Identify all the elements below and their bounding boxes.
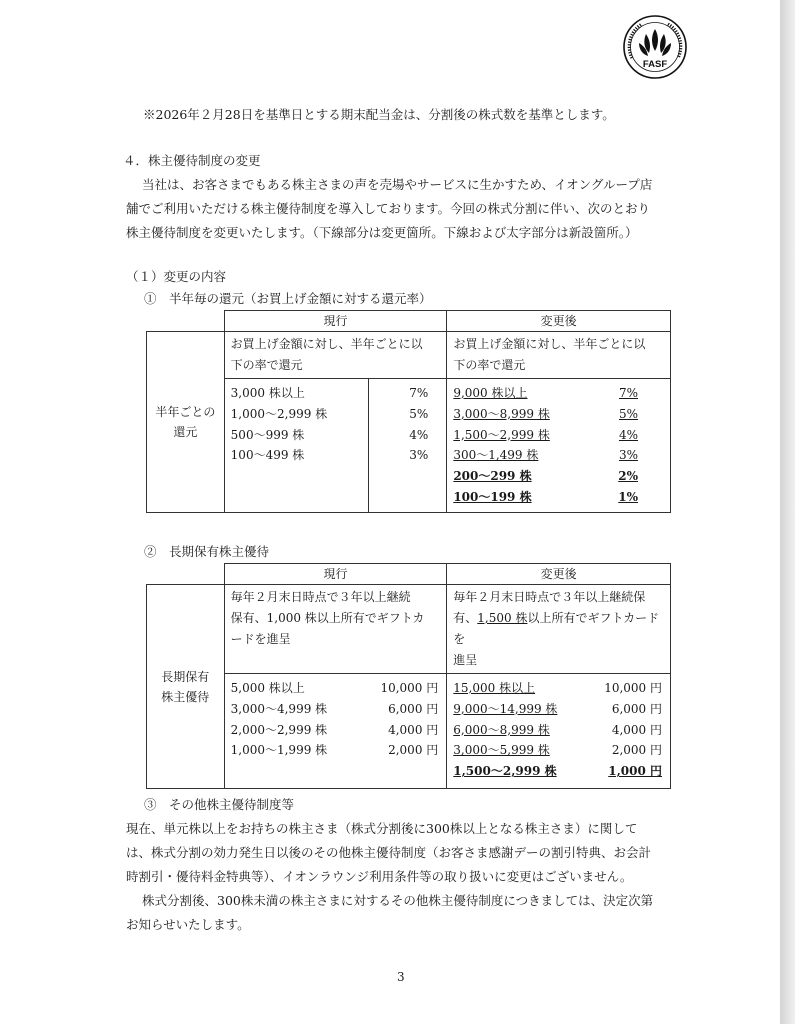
list-item: 300～1,499 株 3%: [453, 448, 638, 463]
list-item: 100～499 株: [230, 448, 305, 463]
current-description-line-1: 毎年２月末日時点で３年以上継続: [230, 590, 411, 604]
after-description-line-3: 進呈: [453, 653, 478, 667]
page-number: 3: [397, 970, 405, 984]
list-item: 3,000～4,999 株 6,000 円: [230, 701, 439, 716]
section-4-paragraph-line-1: 当社は、お客さまでもある株主さまの声を売場やサービスに生かすため、イオングループ店: [142, 177, 653, 192]
item-3-paragraph-1-line-3: 時割引・優待料金特典等）、イオンラウンジ利用条件等の取り扱いに変更はございません。: [126, 869, 633, 884]
list-item: 200～299 株 2%: [453, 469, 638, 484]
list-item: 3%: [409, 448, 429, 463]
list-item: 1,000～2,999 株: [230, 406, 328, 421]
current-description-line-2: 下の率で還元: [230, 358, 303, 372]
list-item: 15,000 株以上 10,000 円: [453, 681, 662, 695]
after-description-line-2: 下の率で還元: [453, 358, 526, 372]
list-item: 4%: [409, 427, 429, 442]
header-current: 現行: [224, 311, 447, 332]
dividend-note: ※2026年２月28日を基準日とする期末配当金は、分割後の株式数を基準とします。: [143, 107, 615, 122]
page-edge-shadow: [780, 0, 795, 1024]
current-description-line-1: お買上げ金額に対し、半年ごとに以: [230, 337, 423, 351]
row-label-line-1: 半年ごとの: [155, 405, 216, 419]
section-4-paragraph-line-3: 株主優待制度を変更いたします。（下線部分は変更箇所。下線および太字部分は新設箇所。）: [126, 225, 638, 240]
after-description-line-2: 有、1,500 株以上所有でギフトカードを: [453, 611, 660, 646]
item-3-heading: ③ その他株主優待制度等: [144, 797, 295, 812]
current-shares-column: [224, 379, 369, 513]
current-description: [224, 332, 447, 379]
list-item: 5,000 株以上 10,000 円: [230, 681, 439, 695]
after-benefit-column: [447, 674, 671, 789]
fasf-logo: [622, 14, 688, 80]
list-item: 3,000 株以上: [230, 386, 305, 400]
item-3-paragraph-1-line-2: は、株式分割の効力発生日以後のその他株主優待制度（お客さま感謝デーの割引特典、お会計: [126, 845, 652, 860]
item-3-paragraph-1-line-1: 現在、単元株以上をお持ちの株主さま（株式分割後に300株以上となる株主さま）に関して: [126, 821, 638, 836]
section-4-heading: ４．株主優待制度の変更: [123, 153, 261, 168]
list-item: 3,000～8,999 株 5%: [453, 406, 638, 421]
row-label-line-1: 長期保有: [161, 669, 210, 684]
header-current: 現行: [224, 564, 447, 585]
semiannual-return-table: [146, 310, 671, 513]
list-item: 1,500～2,999 株 4%: [453, 427, 638, 442]
row-label-semiannual-return: [147, 332, 225, 513]
header-after-change: 変更後: [447, 311, 671, 332]
list-item: 7%: [409, 386, 429, 400]
list-item: 9,000 株以上 7%: [453, 386, 638, 400]
current-description: [224, 585, 447, 674]
item-2-heading: ② 長期保有株主優待: [144, 544, 270, 559]
item-1-heading: ① 半年毎の還元（お買上げ金額に対する還元率）: [144, 291, 432, 306]
item-3-paragraph-2-line-2: お知らせいたします。: [126, 917, 250, 932]
item-3-paragraph-2-line-1: 株式分割後、300株未満の株主さまに対するその他株主優待制度につきましては、決定次第: [142, 893, 654, 908]
list-item: 100～199 株 1%: [453, 489, 638, 504]
table-corner-cell: [147, 564, 225, 585]
list-item: 500～999 株: [230, 427, 305, 442]
current-description-line-3: ードを進呈: [230, 632, 291, 646]
row-label-long-term-benefit: [147, 585, 225, 789]
list-item: 3,000～5,999 株 2,000 円: [453, 743, 662, 758]
list-item: 9,000～14,999 株 6,000 円: [453, 701, 662, 716]
long-term-holder-table: [146, 563, 671, 789]
after-description-line-1: 毎年２月末日時点で３年以上継続保: [453, 590, 646, 604]
header-after-change: 変更後: [447, 564, 671, 585]
current-description-line-2: 保有、1,000 株以上所有でギフトカ: [230, 611, 425, 625]
after-description: [447, 585, 671, 674]
row-label-line-2: 株主優待: [161, 689, 210, 704]
list-item: 1,500～2,999 株 1,000 円: [453, 764, 662, 779]
after-change-column: [447, 379, 671, 513]
current-benefit-column: [224, 674, 447, 789]
list-item: 6,000～8,999 株 4,000 円: [453, 722, 662, 737]
section-4-paragraph-line-2: 舗でご利用いただける株主優待制度を導入しております。今回の株式分割に伴い、次のとおり: [126, 201, 651, 216]
list-item: 5%: [409, 406, 429, 421]
table-corner-cell: [147, 311, 225, 332]
after-description-line-1: お買上げ金額に対し、半年ごとに以: [453, 337, 646, 351]
list-item: 1,000～1,999 株 2,000 円: [230, 743, 439, 758]
current-rate-column: [369, 379, 447, 513]
list-item: 2,000～2,999 株 4,000 円: [230, 722, 439, 737]
subsection-1-heading: （１）変更の内容: [126, 269, 227, 284]
row-label-line-2: 還元: [173, 425, 198, 439]
after-description: [447, 332, 671, 379]
fasf-logo-text: FASF: [642, 59, 668, 70]
